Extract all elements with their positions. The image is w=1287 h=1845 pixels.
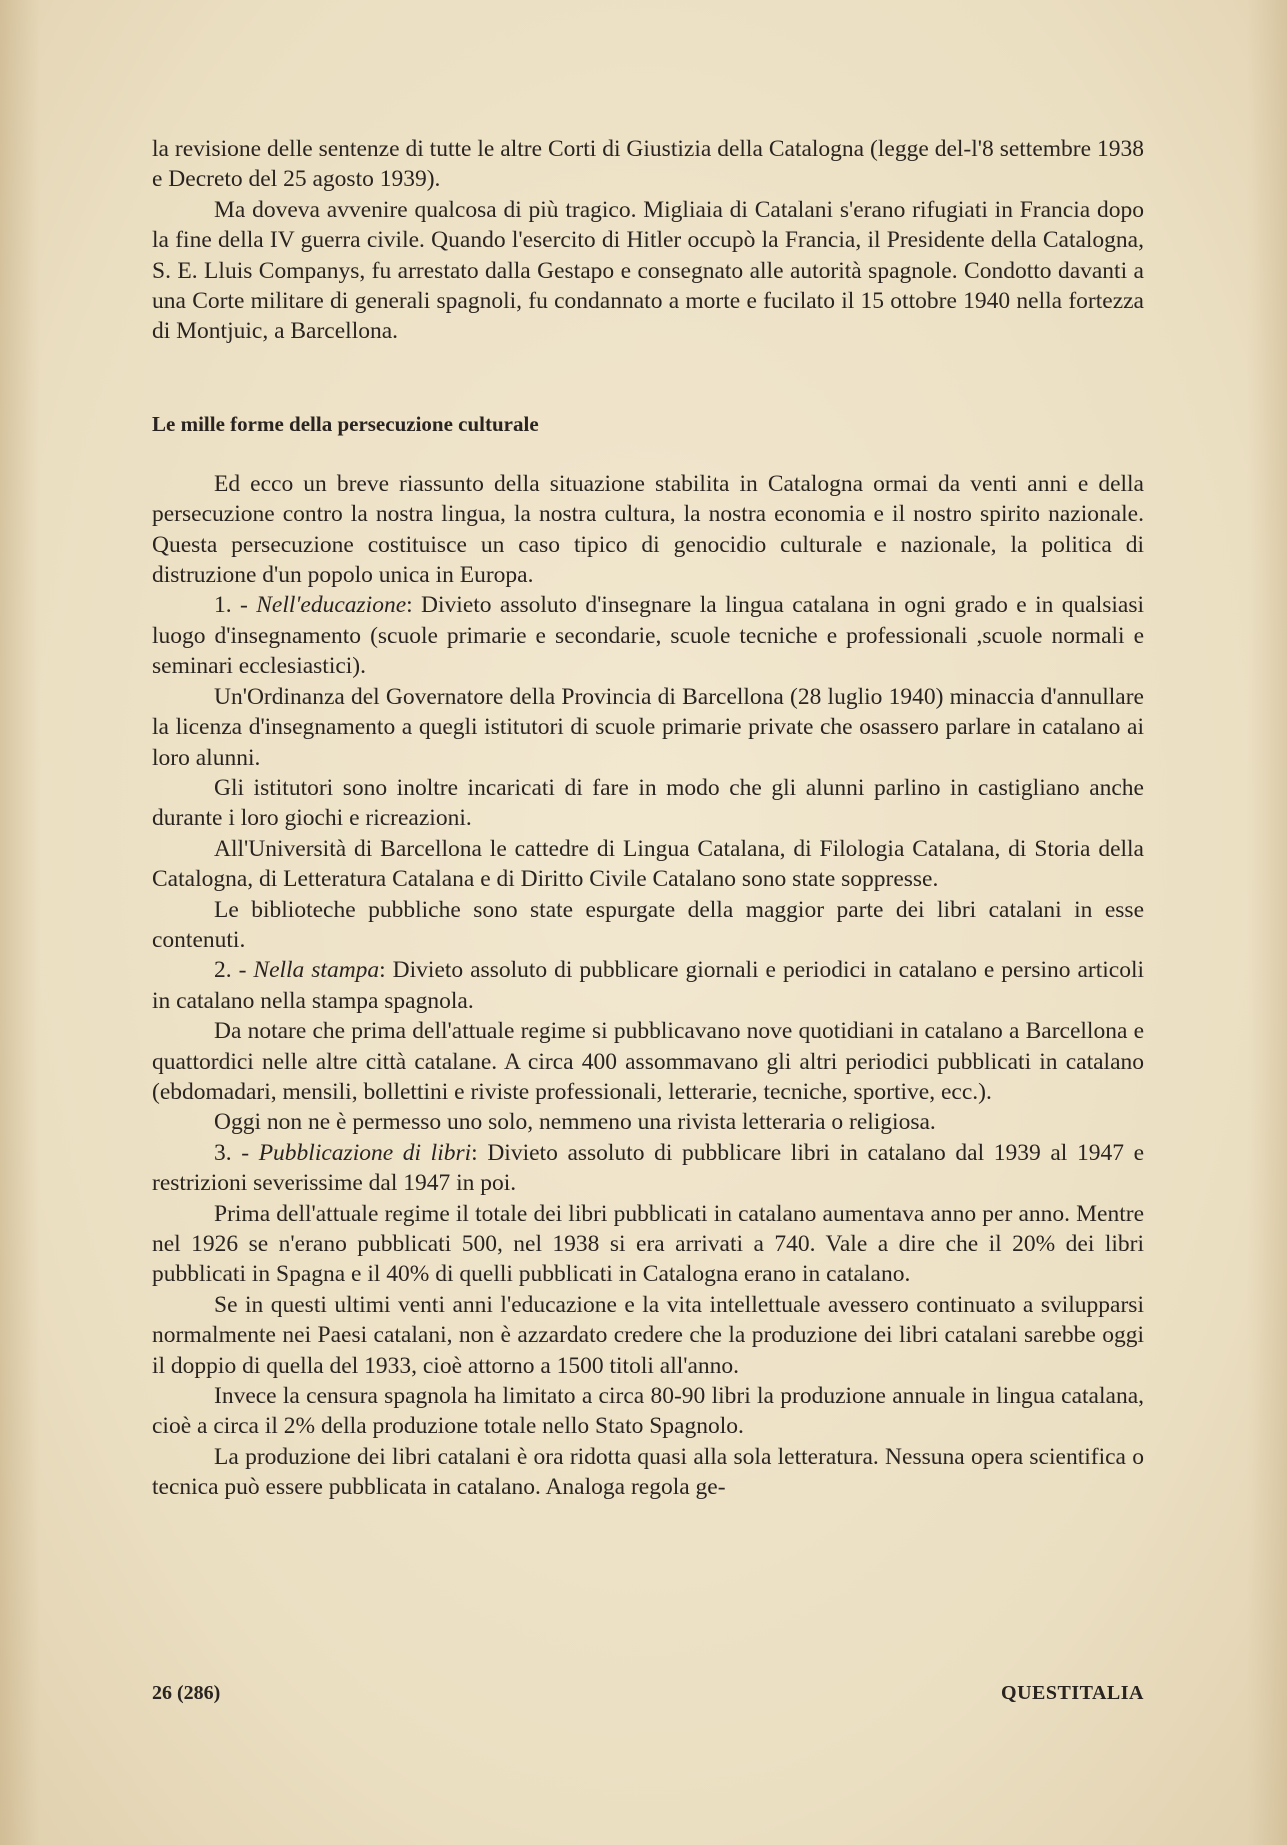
paragraph-education bbox=[152, 590, 1144, 681]
paragraph-books bbox=[152, 1138, 1144, 1199]
paragraph-libraries: Le biblioteche pubbliche sono state espurgate della maggior parte dei libri catalani in esse contenuti. bbox=[152, 896, 1144, 953]
paragraph-university: All'Università di Barcellona le cattedre di Lingua Catalana, di Filologia Catalana, di Storia della Catalogna, di Letteratura Catalana e di Diritto Civile Catalano sono state soppresse. bbox=[152, 835, 1144, 893]
paragraph-teachers: Gli istitutori sono inoltre incaricati di fare in modo che gli alunni parlino in castigliano anche durante i loro giochi e ricreazioni. bbox=[152, 774, 1144, 832]
running-head: QUESTITALIA bbox=[1001, 1682, 1144, 1704]
item-text: : Divieto assoluto d'insegnare la lingua catalana in ogni grado e in qualsiasi luogo d'insegnamento (scuole primarie e secondarie, scuole tecniche e professionali ,scuole normali e seminari ecclesiastici). bbox=[152, 592, 1145, 680]
paragraph-companys: Ma doveva avvenire qualcosa di più tragico. Migliaia di Catalani s'erano rifugiati in Francia dopo la fine della IV guerra civile. Quando l'esercito di Hitler occupò la Francia, il Presidente della Catalogna, S. E. Lluis Companys, fu arrestato dalla Gestapo e consegnato alle autorità spagnole. Condotto davanti a una Corte militare di generali spagnoli, fu condannato a morte e fucilato il 15 ottobre 1940 nella fortezza di Montjuic, a Barcellona. bbox=[152, 196, 1144, 345]
item-number: 2. - bbox=[214, 957, 254, 984]
paragraph-today: Oggi non ne è permesso uno solo, nemmeno una rivista letteraria o religiosa. bbox=[214, 1109, 936, 1136]
paragraph-summary: Ed ecco un breve riassunto della situazione stabilita in Catalogna ormai da venti anni e della persecuzione contro la nostra lingua, la nostra cultura, la nostra economia e il nostro spirito nazionale. Questa persecuzione costituisce un caso tipico di genocidio culturale e nazionale, la politica di distruzione d'un popolo unica in Europa. bbox=[152, 470, 1144, 589]
item-label: Nella stampa bbox=[253, 957, 380, 984]
item-label: Pubblicazione di libri bbox=[258, 1139, 472, 1166]
page-number: 26 (286) bbox=[152, 1682, 221, 1704]
paragraph-book-totals: Prima dell'attuale regime il totale dei libri pubblicati in catalano aumentava anno per anno. Mentre nel 1926 se n'erano pubblicati 500, nel 1938 si era arrivati a 740. Vale a dire che il 20% dei libri pubblicati in Spagna e il 40% di quelli pubblicati in Catalogna erano in catalano. bbox=[152, 1200, 1144, 1288]
paragraph-newspapers: Da notare che prima dell'attuale regime si pubblicavano nove quotidiani in catalano a Barcellona e quattordici nelle altre città catalane. A circa 400 assommavano gli altri periodici pubblicati in catalano (ebdomadari, mensili, bollettini e riviste professionali, letterarie, tecniche, sportive, ecc.). bbox=[152, 1018, 1144, 1105]
paper-edge-right bbox=[1247, 0, 1287, 1845]
item-text: : Divieto assoluto di pubblicare libri in catalano dal 1939 al 1947 e restrizioni severissime dal 1947 in poi. bbox=[152, 1139, 1144, 1197]
item-number: 3. - bbox=[214, 1139, 259, 1166]
paper-edge-left bbox=[0, 0, 40, 1845]
section-heading: Le mille forme della persecuzione culturale bbox=[152, 411, 539, 436]
paragraph-hypothetical: Se in questi ultimi venti anni l'educazione e la vita intellettuale avessero continuato a svilupparsi normalmente nei Paesi catalani, non è azzardato credere che la produzione dei libri catalani sarebbe oggi il doppio di quella del 1933, cioè attorno a 1500 titoli all'anno. bbox=[152, 1291, 1144, 1379]
paragraph-censorship: Invece la censura spagnola ha limitato a circa 80-90 libri la produzione annuale in lingua catalana, cioè a circa il 2% della produzione totale nello Stato Spagnolo. bbox=[152, 1383, 1144, 1440]
paragraph-literature: La produzione dei libri catalani è ora ridotta quasi alla sola letteratura. Nessuna opera scientifica o tecnica può essere pubblicata in catalano. Analoga regola ge- bbox=[152, 1443, 1144, 1501]
item-label: Nell'educazione bbox=[256, 592, 407, 619]
paragraph-continuation: la revisione delle sentenze di tutte le altre Corti di Giustizia della Catalogna (legge del-l'8 settembre 1938 e Decreto del 25 agosto 1939). bbox=[152, 136, 1144, 193]
article-body bbox=[152, 134, 1144, 1503]
item-text: : Divieto assoluto di pubblicare giornali e periodici in catalano e persino articoli in catalano nella stampa spagnola. bbox=[152, 957, 1145, 1014]
paragraph-ordinance: Un'Ordinanza del Governatore della Provincia di Barcellona (28 luglio 1940) minaccia d'annullare la licenza d'insegnamento a quegli istitutori di scuole primarie private che osassero parlare in catalano ai loro alunni. bbox=[152, 683, 1144, 771]
paragraph-press bbox=[152, 955, 1144, 1016]
item-number: 1. - bbox=[214, 592, 257, 619]
